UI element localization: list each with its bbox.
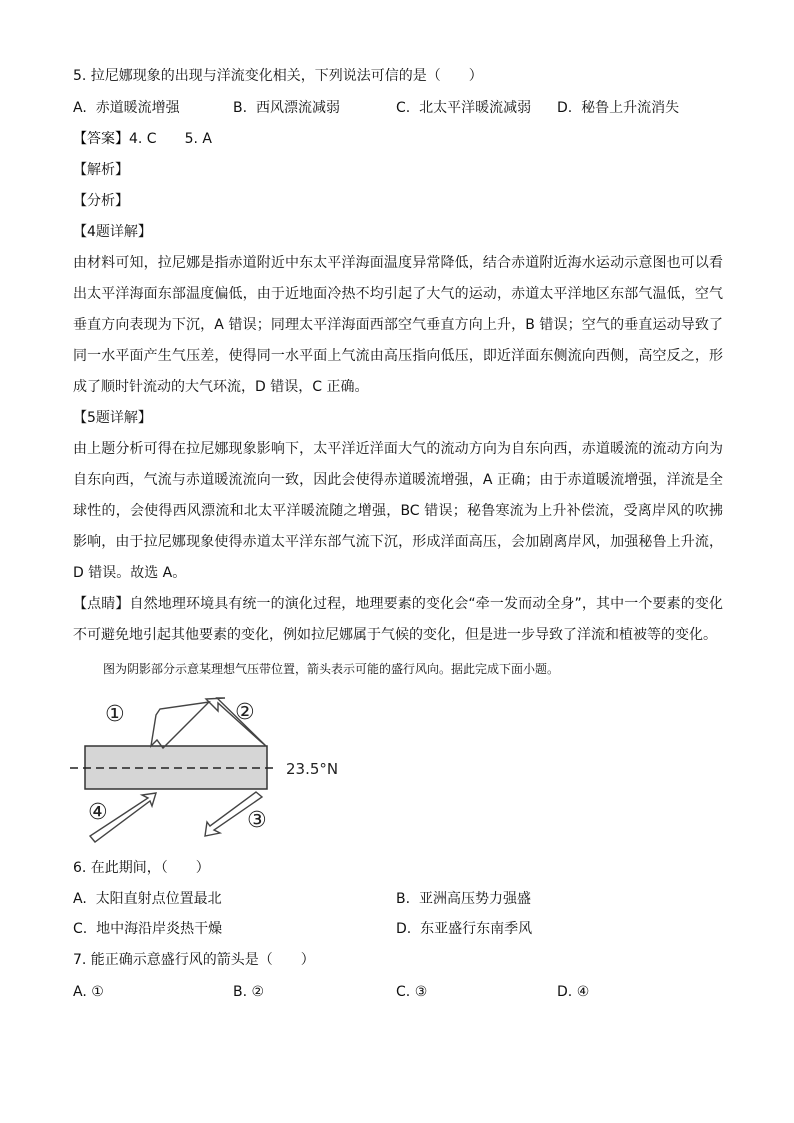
question-5-stem: 5. 拉尼娜现象的出现与洋流变化相关，下列说法可信的是（ ） <box>73 68 483 84</box>
q7-option-c <box>396 982 427 1002</box>
q6-option-a-text: 太阳直射点位置最北 <box>95 891 222 907</box>
q6-option-a-letter: A. <box>73 891 87 907</box>
pressure-belt-diagram <box>60 685 360 855</box>
q7-option-a <box>73 982 104 1002</box>
q4-detail-paragraph: 由材料可知，拉尼娜是指赤道附近中东太平洋海面温度异常降低，结合赤道附近海水运动示意图也可以看出太平洋海面东部温度偏低，由于近地面冷热不均引起了大气的运动，赤道太平洋地区东部气温低，空气垂直方向表现为下沉，A 错误；同理太平洋海面西部空气垂直方向上升，B 错误；空气的垂直运动导致了同一水平面产生气压差，使得同一水平面上气流由高压指向低压，即近洋面东侧流向西侧，高空反之，形成了顺时针流动的大气环流，D 错误，C 正确。 <box>73 255 723 395</box>
q7-option-b-text: ② <box>251 984 265 1000</box>
q5-option-a-text: 赤道暖流增强 <box>95 100 180 116</box>
q5-option-c-letter: C. <box>396 100 411 116</box>
q7-option-d <box>557 982 589 1002</box>
q7-option-c-letter: C. <box>396 984 411 1000</box>
q7-option-b-letter: B. <box>233 984 248 1000</box>
q6-option-a <box>73 889 222 909</box>
answer-line <box>73 129 212 149</box>
q6-option-c-text: 地中海沿岸炎热干燥 <box>96 921 223 937</box>
q6-option-d <box>396 919 532 939</box>
fenxi-heading: 【分析】 <box>73 193 129 209</box>
q7-option-c-text: ③ <box>414 984 428 1000</box>
q5-option-c-text: 北太平洋暖流减弱 <box>419 100 532 116</box>
figure-caption: 图为阴影部分示意某理想气压带位置，箭头表示可能的盛行风向。据此完成下面小题。 <box>103 662 560 676</box>
question-6-stem: 6. 在此期间，（ ） <box>73 860 210 876</box>
question-7-stem: 7. 能正确示意盛行风的箭头是（ ） <box>73 952 315 968</box>
dianjing-text: 自然地理环境具有统一的演化过程，地理要素的变化会“牵一发而动全身”，其中一个要素的变化不可避免地引起其他要素的变化，例如拉尼娜属于气候的变化，但是进一步导致了洋流和植被等的变化。 <box>73 596 723 643</box>
q5-detail-paragraph: 由上题分析可得在拉尼娜现象影响下，太平洋近洋面大气的流动方向为自东向西，赤道暖流的流动方向为自东向西，气流与赤道暖流流向一致，因此会使得赤道暖流增强，A 正确；由于赤道暖流增强，洋流是全球性的，会使得西风漂流和北太平洋暖流随之增强，BC 错误；秘鲁寒流为上升补偿流，受离岸风的吹拂影响，由于拉尼娜现象使得赤道太平洋东部气流下沉，形成洋面高压，会加剧离岸风，加强秘鲁上升流，D 错误。故选 A。 <box>73 441 723 581</box>
q7-option-a-text: ① <box>91 984 104 1000</box>
arrow-4-label: ④ <box>88 800 108 825</box>
arrow-2-label: ② <box>235 700 255 725</box>
arrow-1-shape <box>151 702 209 748</box>
q6-option-b <box>396 889 531 909</box>
q6-option-b-letter: B. <box>396 891 411 907</box>
q7-option-d-text: ④ <box>576 984 590 1000</box>
q6-option-b-text: 亚洲高压势力强盛 <box>418 891 531 907</box>
q5-option-c <box>396 98 531 118</box>
q7-option-b <box>233 982 264 1002</box>
q5-option-d-text: 秘鲁上升流消失 <box>581 100 680 116</box>
dianjing-tag: 【点睛】 <box>73 596 130 612</box>
q5-option-a-letter: A. <box>73 100 87 116</box>
q6-option-c-letter: C. <box>73 921 88 937</box>
answer-tag: 【答案】 <box>73 131 129 147</box>
jiexi-heading: 【解析】 <box>73 162 129 178</box>
arrow-1-label: ① <box>105 702 125 727</box>
q6-option-d-letter: D. <box>396 921 412 937</box>
q5-option-b <box>233 98 340 118</box>
q5-option-b-letter: B. <box>233 100 248 116</box>
q5-option-a <box>73 98 180 118</box>
q5-detail-heading: 【5题详解】 <box>73 410 152 426</box>
answer-text: 4. C 5. A <box>129 131 212 147</box>
q6-option-c <box>73 919 222 939</box>
q7-option-a-letter: A. <box>73 984 87 1000</box>
dianjing-paragraph <box>73 589 723 651</box>
q5-option-d <box>557 98 679 118</box>
q6-option-d-text: 东亚盛行东南季风 <box>420 921 533 937</box>
q5-option-b-text: 西风漂流减弱 <box>255 100 340 116</box>
q5-option-d-letter: D. <box>557 100 573 116</box>
arrow-3-label: ③ <box>247 808 267 833</box>
arrow-1 <box>151 702 209 748</box>
q4-detail-heading: 【4题详解】 <box>73 224 152 240</box>
latitude-label: 23.5°N <box>286 760 339 778</box>
q7-option-d-letter: D. <box>557 984 573 1000</box>
